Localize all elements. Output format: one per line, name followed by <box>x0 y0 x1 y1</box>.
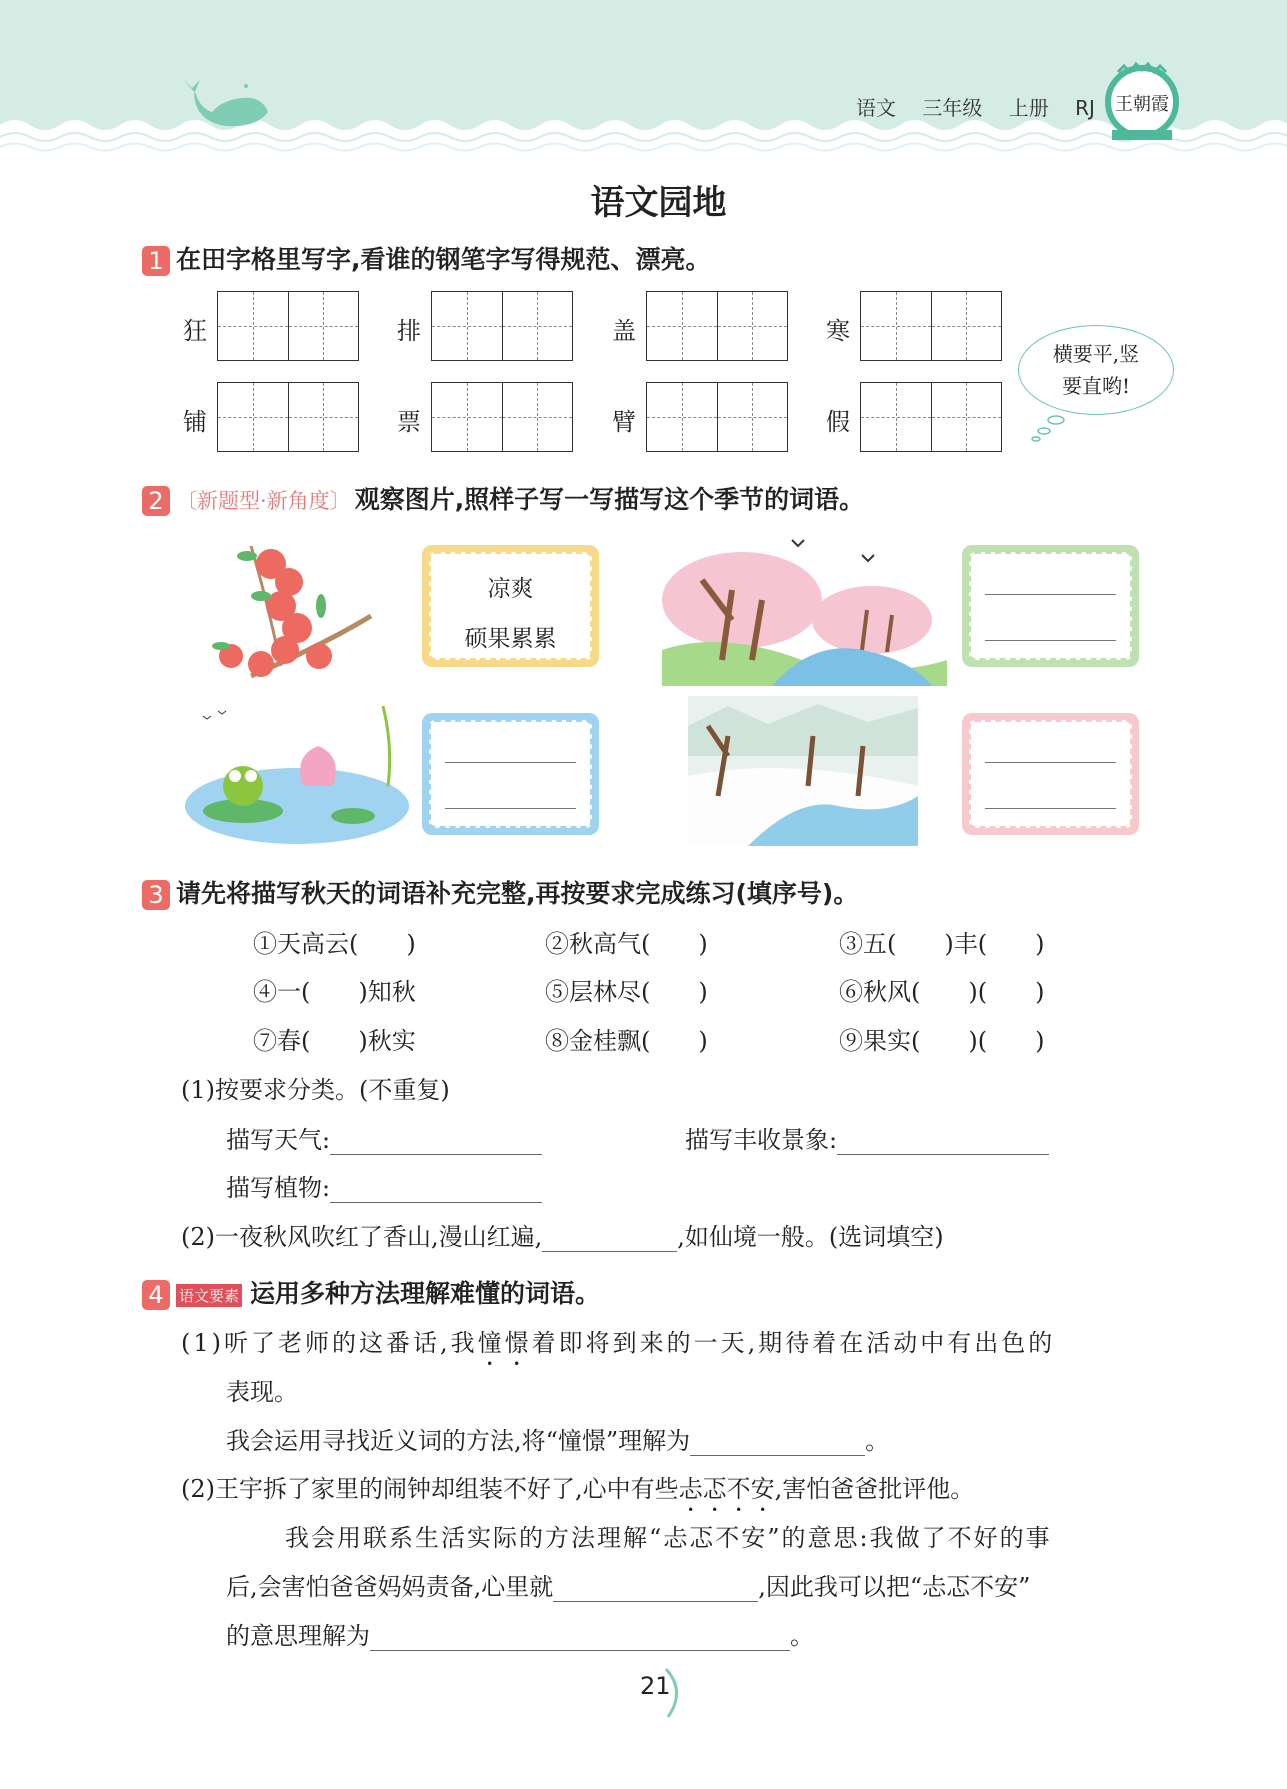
harvest-label: 描写丰收景象: <box>685 1126 838 1154</box>
grid-character: 排 <box>397 317 421 345</box>
summer-lotus-image <box>183 696 411 846</box>
plants-row <box>226 1168 542 1203</box>
question-number: 3 <box>142 880 170 910</box>
tip-line: 要直哟! <box>1061 374 1131 398</box>
grade: 三年级 <box>922 96 983 120</box>
grid-character: 假 <box>826 408 850 436</box>
tianzige-grid[interactable] <box>646 382 788 452</box>
harvest-blank[interactable] <box>837 1126 1049 1155</box>
answer-line[interactable] <box>985 762 1116 763</box>
grid-cell[interactable] <box>861 383 932 451</box>
grid-character: 寒 <box>826 317 850 345</box>
q4-p2-line2: 我会用联系生活实际的方法理解“忐忑不安”的意思:我做了不好的事 <box>285 1524 1052 1552</box>
question-2-heading <box>142 480 864 516</box>
grid-cell[interactable] <box>718 292 788 360</box>
question-number: 1 <box>142 246 170 276</box>
volume: 上册 <box>1008 96 1049 120</box>
sentence-part: ,因此我可以把“忐忑不安” <box>758 1573 1031 1601</box>
idiom-item[interactable]: ⑤层林尽( ) <box>545 978 708 1006</box>
grid-cell[interactable] <box>861 292 932 360</box>
weather-row <box>226 1120 542 1155</box>
grid-character: 铺 <box>183 408 207 436</box>
example-word: 硕果累累 <box>464 626 557 652</box>
q4-p1-cont: 表现。 <box>226 1378 298 1406</box>
edition: RJ <box>1075 96 1095 120</box>
idiom-item[interactable]: ②秋高气( ) <box>545 930 708 958</box>
sentence-part: (2)王宇拆了家里的闹钟却组装不好了,心中有些 <box>181 1475 679 1503</box>
grid-character: 票 <box>397 408 421 436</box>
sentence-part: 的意思理解为 <box>226 1622 370 1650</box>
sentence-part: 着即将到来的一天,期待着在活动中有出色的 <box>531 1329 1056 1357</box>
grid-cell[interactable] <box>932 383 1002 451</box>
grid-cell[interactable] <box>218 383 289 451</box>
grid-cell[interactable] <box>647 383 718 451</box>
grid-cell[interactable] <box>718 383 788 451</box>
q4-p1 <box>181 1323 1055 1371</box>
idiom-item[interactable]: ⑨果实( )( ) <box>839 1027 1045 1055</box>
sentence-part: 后,会害怕爸爸妈妈责备,心里就 <box>226 1573 554 1601</box>
answer-line[interactable] <box>445 808 576 809</box>
tip-bubble <box>1018 325 1174 415</box>
emphasized-word: 憧憬 <box>477 1329 532 1357</box>
idiom-item[interactable]: ⑥秋风( )( ) <box>839 978 1045 1006</box>
q4-p2-line3 <box>226 1567 1030 1602</box>
grid-cell[interactable] <box>289 383 359 451</box>
q4-p2-line4 <box>226 1616 814 1651</box>
bubble-tail <box>1030 414 1070 444</box>
fill-blank[interactable] <box>690 1427 865 1456</box>
q4-p2 <box>181 1469 974 1517</box>
tianzige-grid[interactable] <box>860 382 1002 452</box>
sentence-part: 。 <box>790 1622 814 1650</box>
grid-cell[interactable] <box>932 292 1002 360</box>
sub-question-1: (1)按要求分类。(不重复) <box>181 1076 450 1104</box>
sub-question-2 <box>181 1217 944 1252</box>
grid-cell[interactable] <box>432 292 503 360</box>
idiom-item[interactable]: ④一( )知秋 <box>253 978 416 1006</box>
answer-line[interactable] <box>445 762 576 763</box>
question-text: 请先将描写秋天的词语补充完整,再按要求完成练习(填序号)。 <box>176 879 859 908</box>
question-tag: 〔新题型·新角度〕 <box>176 489 351 513</box>
question-text: 观察图片,照样子写一写描写这个季节的词语。 <box>354 485 865 514</box>
grid-cell[interactable] <box>218 292 289 360</box>
question-number: 4 <box>142 1280 170 1310</box>
book-info <box>856 92 1115 121</box>
tip-line: 横要平,竖 <box>1052 342 1140 366</box>
answer-line[interactable] <box>985 808 1116 809</box>
tianzige-grid[interactable] <box>217 382 359 452</box>
fill-blank[interactable] <box>370 1622 790 1651</box>
harvest-row <box>685 1120 1049 1155</box>
sentence-part: ,如仙境一般。(选词填空) <box>677 1223 944 1251</box>
grid-character: 狂 <box>183 317 207 345</box>
idiom-item[interactable]: ③五( )丰( ) <box>839 930 1045 958</box>
question-text: 在田字格里写字,看谁的钢笔字写得规范、漂亮。 <box>176 245 711 274</box>
emphasized-word: 忐忑不安 <box>678 1475 775 1503</box>
question-text: 运用多种方法理解难懂的词语。 <box>250 1279 601 1308</box>
tianzige-grid[interactable] <box>860 291 1002 361</box>
fill-blank[interactable] <box>553 1573 758 1602</box>
question-3-heading <box>142 874 858 910</box>
grid-character: 盖 <box>612 317 636 345</box>
sentence-part: (1)听了老师的这番话,我 <box>181 1329 478 1357</box>
tianzige-grid[interactable] <box>217 291 359 361</box>
sentence-part: ,害怕爸爸批评他。 <box>774 1475 975 1503</box>
autumn-apples-image <box>211 536 377 686</box>
question-4-heading <box>142 1274 600 1310</box>
question-number: 2 <box>142 486 170 516</box>
svg-text:王朝霞: 王朝霞 <box>1115 94 1169 115</box>
idiom-item[interactable]: ⑦春( )秋实 <box>253 1027 416 1055</box>
answer-line[interactable] <box>985 640 1116 641</box>
q4-p1-answer <box>226 1421 889 1456</box>
fill-blank[interactable] <box>542 1223 677 1252</box>
brand-logo <box>1104 58 1180 146</box>
page-number: 21 <box>640 1672 671 1700</box>
answer-box-autumn <box>422 545 599 667</box>
sentence-part: 我会运用寻找近义词的方法,将“憧憬”理解为 <box>226 1427 691 1455</box>
weather-label: 描写天气: <box>226 1126 331 1154</box>
whale-icon <box>176 78 274 130</box>
answer-box-spring[interactable] <box>962 545 1139 667</box>
plants-blank[interactable] <box>330 1174 542 1203</box>
page-title: 语文园地 <box>590 183 727 223</box>
grid-cell[interactable] <box>432 383 503 451</box>
tianzige-grid[interactable] <box>431 382 573 452</box>
grid-cell[interactable] <box>647 292 718 360</box>
plants-label: 描写植物: <box>226 1174 331 1202</box>
question-tag: 语文要素 <box>176 1284 242 1307</box>
grid-cell[interactable] <box>289 292 359 360</box>
subject: 语文 <box>856 96 896 120</box>
winter-scene-image <box>688 696 918 846</box>
sentence-part: (2)一夜秋风吹红了香山,漫山红遍, <box>181 1223 543 1251</box>
grid-character: 臂 <box>612 408 636 436</box>
sentence-part: 。 <box>865 1427 890 1455</box>
answer-line[interactable] <box>985 594 1116 595</box>
weather-blank[interactable] <box>330 1126 542 1155</box>
answer-box-winter[interactable] <box>962 713 1139 835</box>
answer-box-summer[interactable] <box>422 713 599 835</box>
tianzige-grid[interactable] <box>431 291 573 361</box>
grid-cell[interactable] <box>503 292 573 360</box>
spring-scene-image <box>662 530 947 686</box>
question-1-heading <box>142 240 711 276</box>
idiom-item[interactable]: ①天高云( ) <box>253 930 416 958</box>
tianzige-grid[interactable] <box>646 291 788 361</box>
example-word: 凉爽 <box>487 576 534 602</box>
grid-cell[interactable] <box>503 383 573 451</box>
idiom-item[interactable]: ⑧金桂飘( ) <box>545 1027 708 1055</box>
